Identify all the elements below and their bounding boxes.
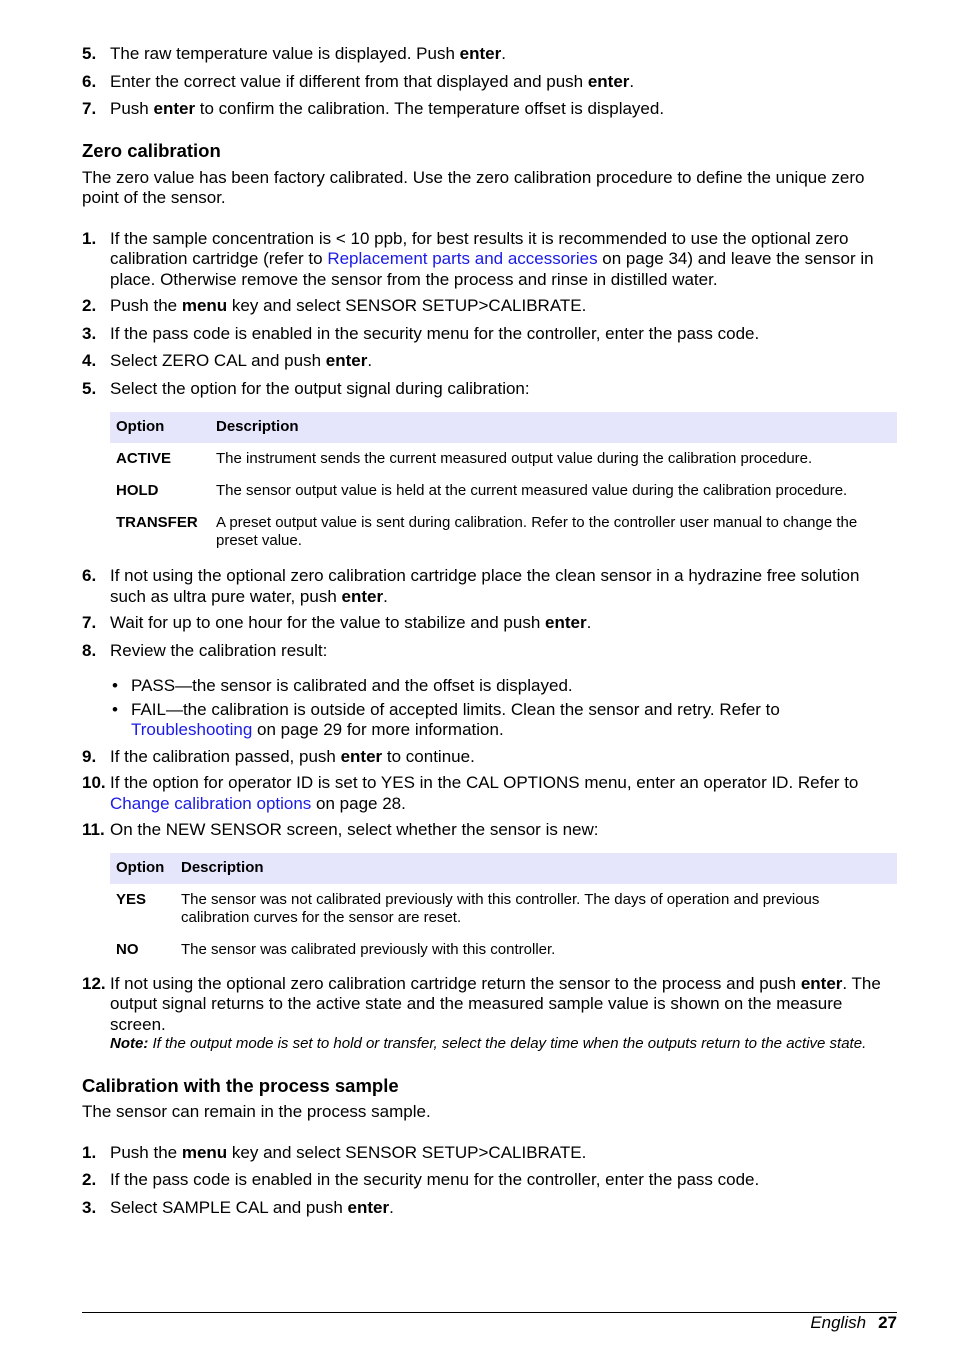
- bullet-icon: •: [112, 699, 118, 719]
- zero-step-6: 6. If not using the optional zero calibration cartridge place the clean sensor in a hydrazine free solution such as ultra pure water, push enter.: [82, 566, 860, 606]
- zero-step-4: 4. Select ZERO CAL and push enter.: [82, 351, 373, 370]
- column-header-option: Option: [110, 412, 210, 443]
- table-row: [110, 472, 897, 504]
- zero-step-1: 1. If the sample concentration is < 10 ppb, for best results it is recommended to use the optional zero calibration cartridge (refer to Replacement parts and accessories on page 34) and leave the sensor in place. Otherwise remove the sensor from the process and rinse in distilled water.: [82, 228, 874, 289]
- page-footer: [82, 1312, 897, 1332]
- zero-step-3: 3. If the pass code is enabled in the security menu for the controller, enter the pass code.: [82, 323, 760, 343]
- option-description: The sensor output value is held at the current measured value during the calibration procedure.: [216, 482, 848, 499]
- option-description: The instrument sends the current measured output value during the calibration procedure.: [216, 450, 813, 467]
- list-item-fail: • FAIL—the calibration is outside of accepted limits. Clean the sensor and retry. Refer to Troubleshooting on page 29 for more information.: [112, 699, 780, 739]
- bullet-icon: •: [112, 676, 118, 695]
- page-content: [82, 44, 897, 1218]
- option-key: TRANSFER: [116, 514, 198, 531]
- process-step-3: 3. Select SAMPLE CAL and push enter.: [82, 1197, 394, 1217]
- table-header-row: [110, 853, 897, 884]
- option-key: NO: [116, 940, 139, 958]
- zero-step-8: 8. Review the calibration result:: [82, 640, 328, 660]
- process-intro: The sensor can remain in the process sample.: [82, 1102, 431, 1121]
- link-troubleshooting[interactable]: Troubleshooting: [131, 720, 253, 739]
- option-description: The sensor was calibrated previously with this controller.: [181, 940, 556, 958]
- note: Note: If the output mode is set to hold or transfer, select the delay time when the outputs return to the active state.: [110, 1035, 867, 1052]
- process-step-2: 2. If the pass code is enabled in the security menu for the controller, enter the pass code.: [82, 1170, 760, 1189]
- zero-step-5: 5. Select the option for the output signal during calibration:: [82, 378, 530, 398]
- column-header-description: Description: [175, 853, 897, 884]
- option-key: ACTIVE: [116, 450, 172, 467]
- column-header-description: Description: [210, 412, 897, 443]
- option-description: A preset output value is sent during calibration. Refer to the controller user manual to change the preset value.: [216, 514, 858, 549]
- table-row: [110, 443, 897, 472]
- step-7: 7. Push enter to confirm the calibration. The temperature offset is displayed.: [82, 99, 665, 118]
- zero-step-2: 2. Push the menu key and select SENSOR SETUP>CALIBRATE.: [82, 296, 587, 315]
- table-row: [110, 931, 897, 963]
- footer-language: English: [810, 1313, 867, 1332]
- zero-step-12: 12. If not using the optional zero calibration cartridge return the sensor to the process and push enter. The output signal returns to the active state and the measured sample value is shown on the measure screen.: [82, 973, 881, 1034]
- option-key: HOLD: [116, 482, 159, 499]
- column-header-option: Option: [110, 853, 175, 884]
- process-step-1: 1. Push the menu key and select SENSOR SETUP>CALIBRATE.: [82, 1142, 587, 1162]
- step-6: 6. Enter the correct value if different from that displayed and push enter.: [82, 71, 635, 91]
- zero-step-11: 11. On the NEW SENSOR screen, select whether the sensor is new:: [82, 820, 599, 839]
- output-signal-options-table: [110, 412, 897, 554]
- link-replacement-parts[interactable]: Replacement parts and accessories: [327, 249, 598, 268]
- temperature-steps: [82, 44, 897, 120]
- option-key: YES: [116, 890, 147, 908]
- new-sensor-options-table: [110, 853, 897, 963]
- page-number: 27: [878, 1313, 897, 1332]
- option-description: The sensor was not calibrated previously with this controller. The days of operation and previous calibration curves for the sensor are reset.: [181, 890, 820, 926]
- section-heading-zero-calibration: Zero calibration: [82, 139, 221, 161]
- table-row: [110, 504, 897, 554]
- note-label: Note:: [110, 1035, 149, 1052]
- table-row: [110, 884, 897, 931]
- zero-intro: The zero value has been factory calibrated. Use the zero calibration procedure to define the unique zero point of the sensor.: [82, 167, 865, 207]
- link-change-calibration-options[interactable]: Change calibration options: [110, 793, 312, 813]
- zero-step-7: 7. Wait for up to one hour for the value to stabilize and push enter.: [82, 613, 592, 632]
- section-heading-process-sample: Calibration with the process sample: [82, 1075, 399, 1096]
- table-header-row: [110, 412, 897, 443]
- zero-step-10: 10. If the option for operator ID is set to YES in the CAL OPTIONS menu, enter an operator ID. Refer to Change calibration options on page 28.: [82, 773, 859, 813]
- zero-step-9: 9. If the calibration passed, push enter to continue.: [82, 746, 475, 766]
- step-5: 5. The raw temperature value is displayed. Push enter.: [82, 44, 506, 63]
- list-item-pass: • PASS—the sensor is calibrated and the offset is displayed.: [112, 676, 573, 695]
